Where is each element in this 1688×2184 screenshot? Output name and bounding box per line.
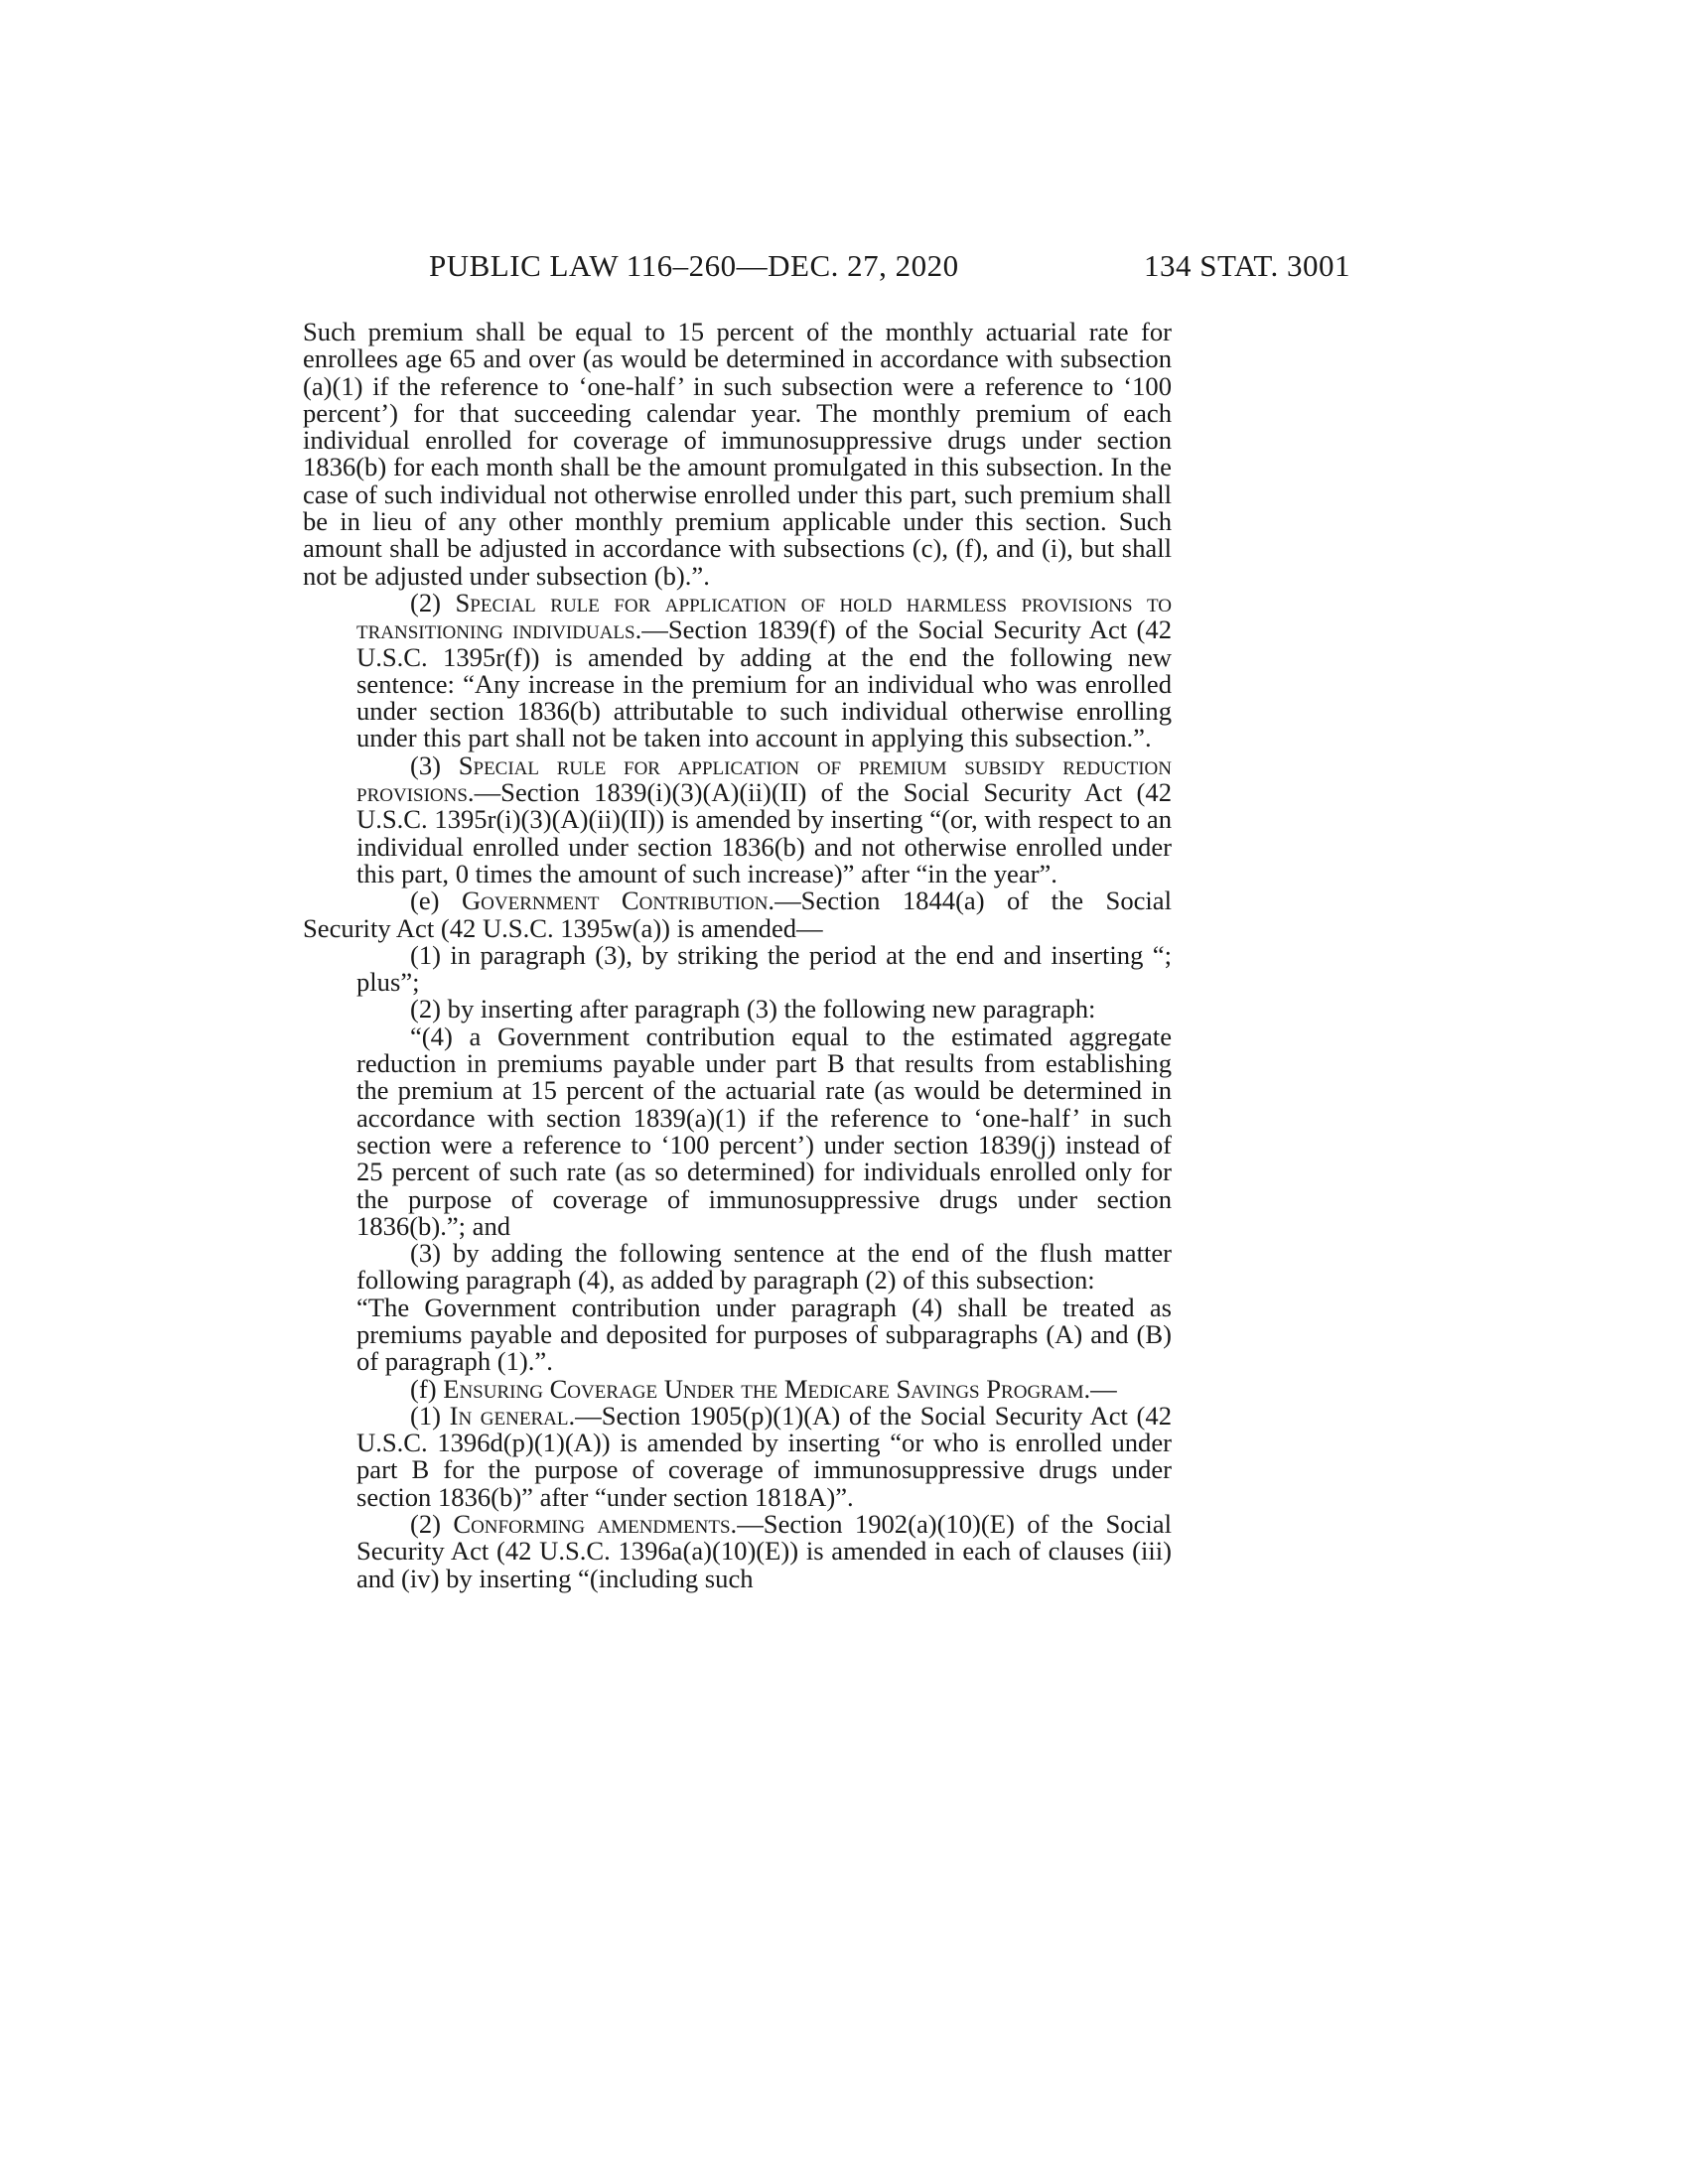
page-header: [0, 248, 1688, 288]
quoted-paragraph-4: “(4) a Government contribution equal to the estimated aggregate reduction in premiums payable under part B that results from establishing the premium at 15 percent of the actuarial rate (as would be determined in accordance with section 1839(a)(1) if the reference to ‘one-half’ in such section were a reference to ‘100 percent’) under section 1839(j) instead of 25 percent of such rate (as so determined) for individuals enrolled only for the purpose of coverage of immunosuppressive drugs under section 1836(b).”; and: [356, 1021, 1172, 1241]
page-stat-number: 134 STAT. 3001: [1144, 248, 1351, 283]
paragraph-text: —Section 1902(a)(10)(E) of the Social Security Act (42 U.S.C. 1396a(a)(10)(E)) is amended in each of clauses (iii) and (iv) by inserting “(including such: [356, 1509, 1172, 1593]
paragraph-heading: In general.: [449, 1400, 576, 1431]
subsection-text: —Section 1844(a) of the Social Security Act (42 U.S.C. 1395w(a)) is amended—: [303, 886, 1172, 943]
paragraph-heading: Special rule for application of premium subsidy reduction provisions.: [356, 750, 1172, 808]
quoted-flush-sentence: “The Government contribution under paragraph (4) shall be treated as premiums payable and deposited for purposes of subparagraphs (A) and (B) of paragraph (1).”.: [356, 1292, 1172, 1377]
paragraph-striking-period: (1) in paragraph (3), by striking the period at the end and inserting “; plus”;: [356, 939, 1172, 998]
subsection-letter: (f): [410, 1373, 444, 1404]
paragraph-heading: Conforming amendments.: [453, 1509, 738, 1540]
paragraph-conforming-amendments: [303, 1511, 1172, 1592]
paragraph-number: (3): [410, 750, 459, 780]
paragraph-text: —Section 1839(f) of the Social Security Act (42 U.S.C. 1395r(f)) is amended by adding at the end the following new sentence: “Any increase in the premium for an individual who was enrolled under section 1836(b) attributable to such individual otherwise enrolling under this part shall not be taken into account in applying this subsection.”.: [356, 614, 1172, 753]
running-head-title: PUBLIC LAW 116–260—DEC. 27, 2020: [429, 248, 959, 283]
paragraph-text: —Section 1905(p)(1)(A) of the Social Security Act (42 U.S.C. 1396d(p)(1)(A)) is amended by inserting “or who is enrolled under part B for the purpose of coverage of immunosuppressive drugs under section 1836(b)” after “under section 1818A)”.: [356, 1400, 1172, 1512]
subsection-text: —: [1090, 1373, 1117, 1404]
paragraph-number: (2): [410, 587, 456, 617]
paragraph-hold-harmless: [303, 587, 1172, 753]
paragraph-premium-subsidy: [303, 752, 1172, 887]
paragraph-premium-continuation: Such premium shall be equal to 15 percent of the monthly actuarial rate for enrollees age 65 and over (as would be determined in accordance with subsection (a)(1) if the reference to ‘one-half’ in such subsection were a reference to ‘100 percent’) for that succeeding calendar year. The monthly premium of each individual enrolled for coverage of immunosuppressive drugs under section 1836(b) for each month shall be the amount promulgated in this subsection. In the case of such individual not otherwise enrolled under this part, such premium shall be in lieu of any other monthly premium applicable under this section. Such amount shall be adjusted in accordance with subsections (c), (f), and (i), but shall not be adjusted under subsection (b).”.: [303, 317, 1172, 591]
paragraph-adding-sentence: (3) by adding the following sentence at the end of the flush matter following paragraph (4), as added by paragraph (2) of this subsection:: [356, 1238, 1172, 1296]
paragraph-text: —Section 1839(i)(3)(A)(ii)(II) of the Social Security Act (42 U.S.C. 1395r(i)(3)(A)(ii)(II)) is amended by inserting “(or, with respect to an individual enrolled under section 1836(b) and not otherwise enrolled under this part, 0 times the amount of such increase)” after “in the year”.: [356, 777, 1172, 888]
paragraph-inserting-new-paragraph: (2) by inserting after paragraph (3) the following new paragraph:: [410, 994, 1096, 1024]
subsection-medicare-savings: [303, 1373, 1172, 1404]
paragraph-number: (1): [410, 1400, 450, 1431]
subsection-letter: (e): [410, 886, 462, 916]
subsection-heading: Ensuring Coverage Under the Medicare Savings Program.: [443, 1373, 1091, 1404]
paragraph-heading: Special rule for application of hold harmless provisions to transitioning individuals.: [356, 587, 1172, 645]
subsection-heading: Government Contribution.: [461, 886, 775, 916]
subsection-government-contribution: [303, 887, 1172, 942]
paragraph-number: (2): [410, 1509, 454, 1540]
document-body: [303, 319, 1172, 1592]
paragraph-in-general: [303, 1400, 1172, 1512]
